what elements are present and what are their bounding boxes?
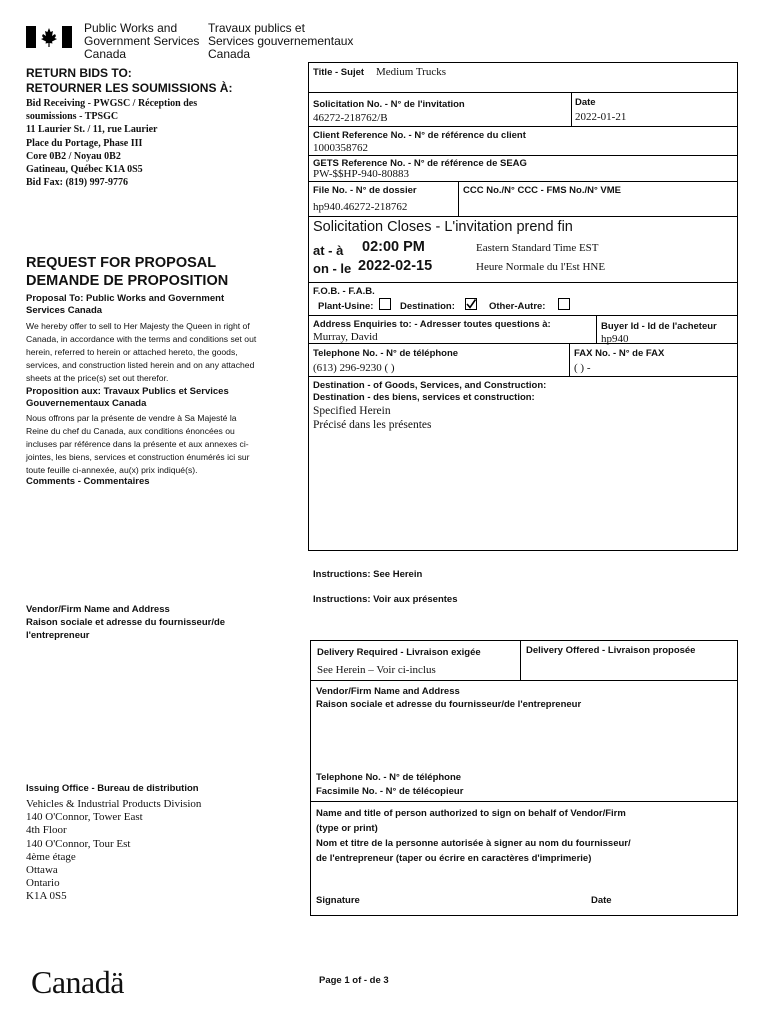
- buyer-id-value: hp940: [601, 333, 629, 345]
- issuing-office-address: [26, 798, 201, 904]
- dept-en-line: Canada: [84, 47, 127, 61]
- destination-goods-value-fr: Précisé dans les présentes: [313, 419, 432, 431]
- file-no-label: File No. - N° de dossier: [313, 185, 417, 196]
- dept-fr-line: Canada: [208, 47, 251, 61]
- document-title-en: REQUEST FOR PROPOSAL: [26, 255, 217, 271]
- address-line: Bid Receiving - PWGSC / Réception des: [26, 98, 198, 109]
- vendor-facsimile-label: Facsimile No. - N° de télécopieur: [316, 786, 464, 797]
- on-label: on - le: [313, 261, 352, 276]
- vendor-name-address-label-en: Vendor/Firm Name and Address: [316, 686, 460, 697]
- file-no-value: hp940.46272-218762: [313, 201, 408, 213]
- address-line: 11 Laurier St. / 11, rue Laurier: [26, 124, 158, 136]
- return-bids-title: [26, 66, 232, 96]
- canada-flag-icon: [26, 26, 72, 48]
- fob-label: F.O.B. - F.A.B.: [313, 286, 375, 297]
- address-enquiries-value: Murray, David: [313, 331, 378, 343]
- proposal-to-fr: Proposition aux: Travaux Publics et Services Gouvernementaux Canada: [26, 386, 229, 409]
- dept-fr-line: Services gouvernementaux: [208, 34, 354, 48]
- issuing-office-label: Issuing Office - Bureau de distribution: [26, 783, 199, 794]
- buyer-id-label: Buyer Id - Id de l'acheteur: [601, 321, 717, 332]
- address-line: Core 0B2 / Noyau 0B2: [26, 150, 121, 162]
- address-line: soumissions - TPSGC: [26, 111, 119, 123]
- vendor-left-label: [26, 603, 226, 642]
- title-value: Medium Trucks: [376, 66, 446, 78]
- plant-checkbox[interactable]: [379, 298, 391, 310]
- department-name-en: [84, 22, 199, 61]
- vendor-telephone-label: Telephone No. - N° de téléphone: [316, 772, 462, 783]
- issuing-line: Ottawa: [26, 864, 58, 877]
- instructions-fr: Instructions: Voir aux présentes: [313, 594, 458, 605]
- fax-value: ( ) -: [574, 362, 591, 374]
- address-line: Gatineau, Québec K1A 0S5: [26, 164, 143, 176]
- offer-text-fr: Nous offrons par la présente de vendre à Sa Majesté la Reine du chef du Canada, aux conditions énoncées ou incluses par référence dans la présente et aux annexes ci-jointes, les biens, services et construction énumérés ici sur toute feuille ci-annexée, au(x) prix indiqué(s).: [26, 413, 250, 475]
- telephone-label: Telephone No. - N° de téléphone: [313, 348, 459, 359]
- issuing-line: Ontario: [26, 877, 60, 890]
- gets-ref-label: GETS Reference No. - N° de référence de SEAG: [313, 158, 527, 169]
- vendor-left-fr: Raison sociale et adresse du fournisseur/de l'entrepreneur: [26, 617, 226, 641]
- issuing-line: 4th Floor: [26, 824, 67, 837]
- document-title: [26, 254, 228, 290]
- timezone-en: Eastern Standard Time EST: [476, 242, 599, 254]
- authorized-line: Nom et titre de la personne autorisée à signer au nom du fournisseur/: [316, 838, 631, 849]
- address-enquiries-label: Address Enquiries to: - Adresser toutes questions à:: [313, 319, 551, 330]
- delivery-required-label: Delivery Required - Livraison exigée: [317, 647, 481, 658]
- signature-label: Signature: [316, 895, 360, 906]
- instructions-en: Instructions: See Herein: [313, 569, 423, 580]
- dept-en-line: Public Works and: [84, 21, 178, 35]
- destination-goods-label-en: Destination - of Goods, Services, and Construction:: [313, 380, 547, 391]
- fax-label: FAX No. - N° de FAX: [574, 348, 665, 359]
- client-ref-label: Client Reference No. - N° de référence du client: [313, 130, 526, 141]
- destination-goods-value-en: Specified Herein: [313, 405, 391, 417]
- title-label: Title - Sujet: [313, 67, 365, 78]
- bid-receiving-address: [26, 97, 197, 189]
- document-title-fr: DEMANDE DE PROPOSITION: [26, 273, 229, 289]
- closing-time-value: 02:00 PM: [362, 239, 425, 255]
- address-line: Bid Fax: (819) 997-9776: [26, 177, 128, 189]
- vendor-left-en: Vendor/Firm Name and Address: [26, 604, 170, 615]
- date-label: Date: [575, 97, 596, 108]
- page-number: Page 1 of - de 3: [319, 975, 389, 986]
- gets-ref-value: PW-$$HP-940-80883: [313, 168, 409, 180]
- dept-en-line: Government Services: [84, 34, 200, 48]
- authorized-person-label: [316, 806, 631, 866]
- date-value: 2022-01-21: [575, 111, 627, 123]
- issuing-line: 140 O'Connor, Tower East: [26, 811, 143, 824]
- telephone-value: (613) 296-9230 ( ): [313, 362, 395, 374]
- delivery-offered-label: Delivery Offered - Livraison proposée: [526, 645, 696, 656]
- solicitation-closes-title: Solicitation Closes - L'invitation prend fin: [313, 219, 573, 235]
- authorized-line: (type or print): [316, 823, 378, 834]
- authorized-line: de l'entrepreneur (taper ou écrire en caractères d'imprimerie): [316, 853, 592, 864]
- solicitation-no-label: Solicitation No. - N° de l'invitation: [313, 99, 465, 110]
- canada-wordmark: Canadä: [31, 964, 124, 1000]
- address-line: Place du Portage, Phase III: [26, 137, 143, 149]
- department-name-fr: [208, 22, 353, 61]
- at-label: at - à: [313, 243, 344, 258]
- destination-checkbox[interactable]: [465, 298, 477, 310]
- dept-fr-line: Travaux publics et: [208, 21, 305, 35]
- destination-label: Destination:: [400, 301, 455, 312]
- issuing-line: 4ème étage: [26, 850, 76, 863]
- signature-date-label: Date: [591, 895, 612, 906]
- client-ref-value: 1000358762: [313, 142, 368, 154]
- issuing-line: K1A 0S5: [26, 890, 67, 903]
- issuing-line: Vehicles & Industrial Products Division: [26, 798, 202, 810]
- check-icon: [465, 298, 477, 310]
- delivery-required-value: See Herein – Voir ci-inclus: [317, 664, 436, 676]
- destination-goods-label-fr: Destination - des biens, services et construction:: [313, 392, 535, 403]
- return-bids-fr: RETOURNER LES SOUMISSIONS À:: [26, 81, 233, 95]
- proposal-to-en: Proposal To: Public Works and Government Services Canada: [26, 293, 225, 316]
- closing-date-value: 2022-02-15: [358, 258, 433, 274]
- authorized-line: Name and title of person authorized to sign on behalf of Vendor/Firm: [316, 808, 626, 819]
- timezone-fr: Heure Normale du l'Est HNE: [476, 261, 606, 273]
- issuing-line: 140 O'Connor, Tour Est: [26, 837, 131, 850]
- comments-label: Comments - Commentaires: [26, 476, 150, 487]
- vendor-name-address-label-fr: Raison sociale et adresse du fournisseur/de l'entrepreneur: [316, 699, 582, 710]
- return-bids-en: RETURN BIDS TO:: [26, 66, 132, 80]
- other-checkbox[interactable]: [558, 298, 570, 310]
- ccc-no-label: CCC No./N° CCC - FMS No./N° VME: [463, 185, 622, 196]
- solicitation-no-value: 46272-218762/B: [313, 112, 388, 124]
- other-label: Other-Autre:: [489, 301, 546, 312]
- offer-text-en: We hereby offer to sell to Her Majesty the Queen in right of Canada, in accordance with the terms and conditions set out herein, referred to herein or attached hereto, the goods, services, and construction listed herein and on any attached sheets at the price(s) set out therefor.: [26, 321, 257, 383]
- plant-label: Plant-Usine:: [318, 301, 374, 312]
